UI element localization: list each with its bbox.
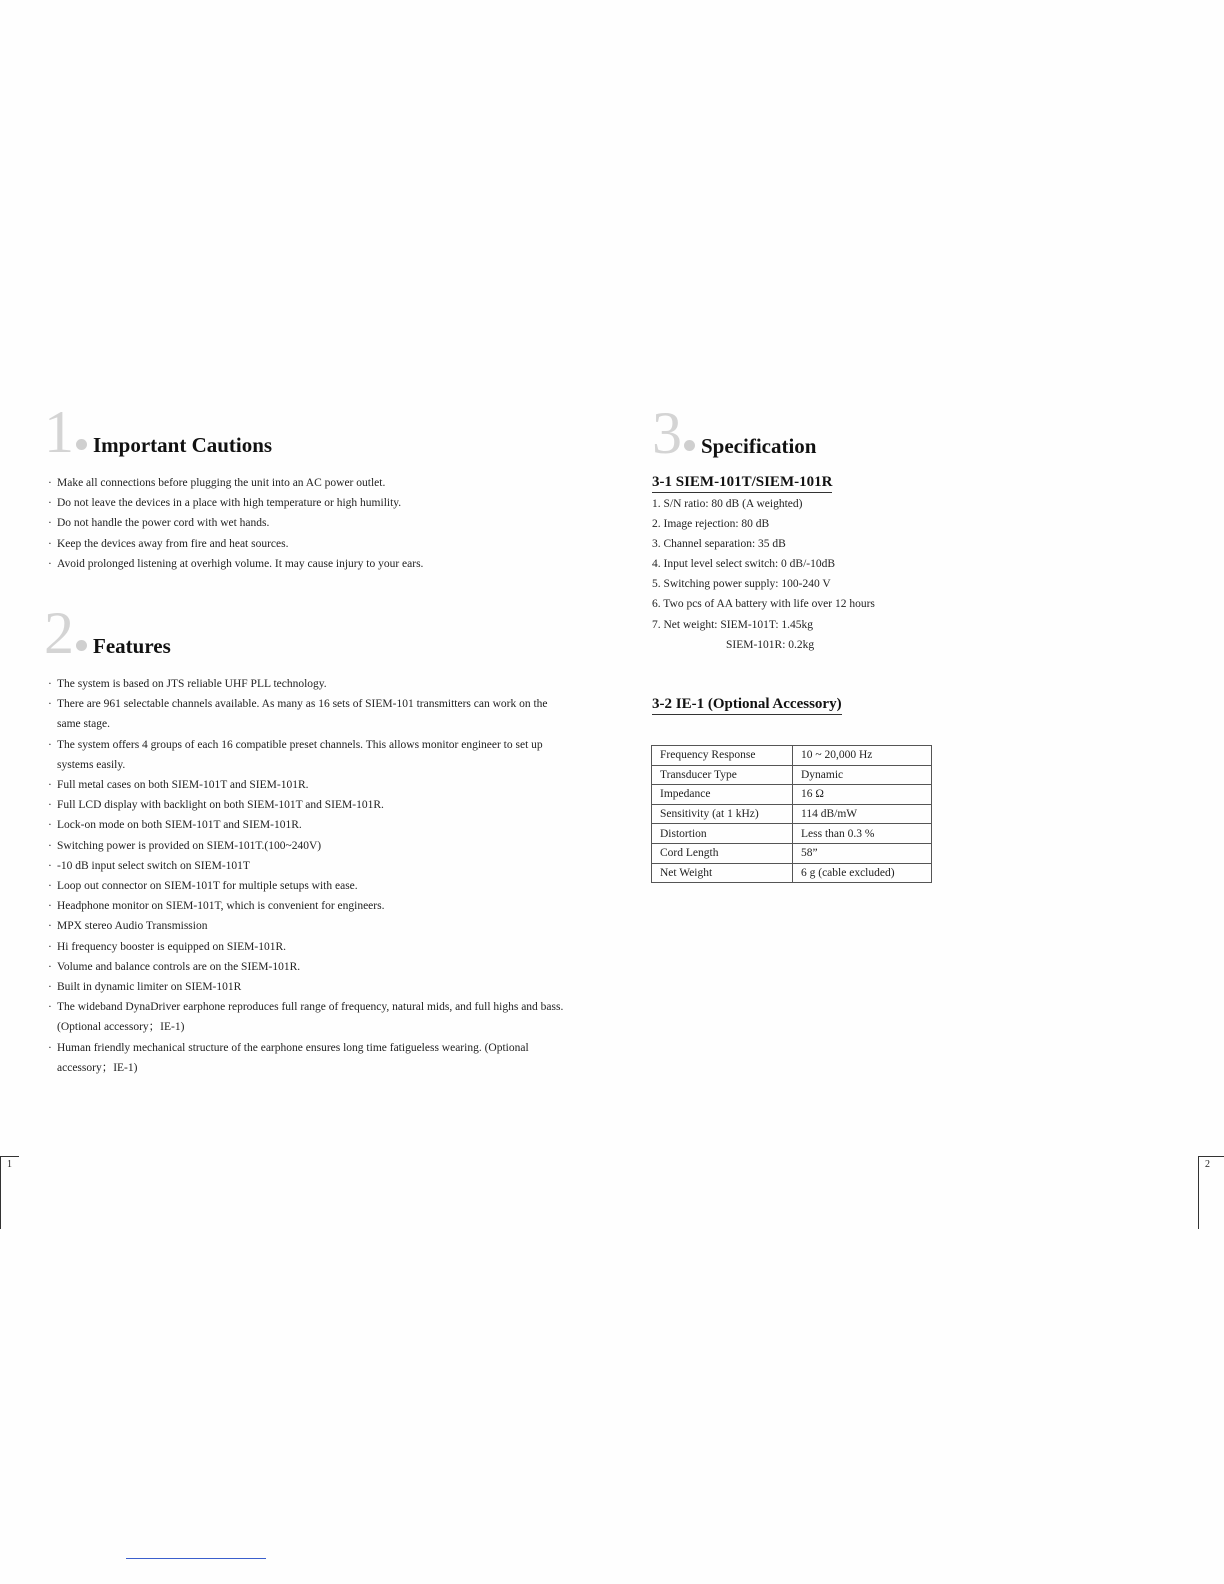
- list-item: · MPX stereo Audio Transmission: [48, 916, 568, 936]
- list-item-continuation: SIEM-101R: 0.2kg: [726, 638, 815, 651]
- list-item: · Headphone monitor on SIEM-101T, which is convenient for engineers.: [48, 896, 568, 916]
- table-cell-key: Sensitivity (at 1 kHz): [652, 804, 793, 824]
- page-number-right: 2: [1198, 1156, 1224, 1229]
- table-row: [652, 765, 932, 785]
- list-item: · Loop out connector on SIEM-101T for multiple setups with ease.: [48, 876, 568, 896]
- list-item: · Full LCD display with backlight on both SIEM-101T and SIEM-101R.: [48, 795, 568, 815]
- list-item: 4. Input level select switch: 0 dB/-10dB: [652, 558, 836, 571]
- list-item: 7. Net weight: SIEM-101T: 1.45kg: [652, 618, 814, 631]
- list-item: · The system is based on JTS reliable UHF PLL technology.: [48, 674, 568, 694]
- section2-number: 2: [44, 600, 74, 666]
- list-item: 3. Channel separation: 35 dB: [652, 538, 786, 551]
- list-item: · Keep the devices away from fire and heat sources.: [48, 534, 588, 554]
- list-item: · Do not leave the devices in a place with high temperature or high humility.: [48, 493, 588, 513]
- list-item: · Lock-on mode on both SIEM-101T and SIEM-101R.: [48, 815, 568, 835]
- table-cell-key: Cord Length: [652, 843, 793, 863]
- list-item: 2. Image rejection: 80 dB: [652, 518, 770, 531]
- table-cell-value: 16 Ω: [793, 785, 932, 805]
- spec-list: [652, 494, 952, 655]
- table-row: [652, 863, 932, 883]
- list-item: · Volume and balance controls are on the SIEM-101R.: [48, 957, 568, 977]
- list-item: · Switching power is provided on SIEM-101T.(100~240V): [48, 836, 568, 856]
- section2-title: Features: [93, 634, 171, 658]
- section2-heading: [44, 600, 171, 666]
- list-item: · Human friendly mechanical structure of the earphone ensures long time fatigueless wearing. (Optional accessory；IE-1): [48, 1038, 568, 1078]
- table-row: [652, 785, 932, 805]
- list-item: · Full metal cases on both SIEM-101T and SIEM-101R.: [48, 775, 568, 795]
- section1-number: 1: [44, 399, 74, 465]
- page-number-left: 1: [0, 1156, 19, 1229]
- list-item: · There are 961 selectable channels available. As many as 16 sets of SIEM-101 transmitters can work on the same stage.: [48, 694, 568, 734]
- spec-subheading-3-1: 3-1 SIEM-101T/SIEM-101R: [652, 474, 832, 493]
- section3-title: Specification: [701, 434, 817, 458]
- table-cell-key: Frequency Response: [652, 746, 793, 766]
- section3-number: 3: [652, 400, 682, 466]
- list-item: 1. S/N ratio: 80 dB (A weighted): [652, 498, 803, 510]
- list-item: 6. Two pcs of AA battery with life over 12 hours: [652, 598, 875, 611]
- list-item: · Avoid prolonged listening at overhigh volume. It may cause injury to your ears.: [48, 554, 588, 574]
- list-item: · Built in dynamic limiter on SIEM-101R: [48, 977, 568, 997]
- cautions-list: [48, 473, 588, 574]
- list-item: · Make all connections before plugging the unit into an AC power outlet.: [48, 473, 588, 493]
- table-cell-value: 114 dB/mW: [793, 804, 932, 824]
- table-cell-value: 10 ~ 20,000 Hz: [793, 746, 932, 766]
- table-cell-value: 6 g (cable excluded): [793, 863, 932, 883]
- list-item: · Hi frequency booster is equipped on SIEM-101R.: [48, 937, 568, 957]
- section1-title: Important Cautions: [93, 433, 273, 457]
- table-cell-value: Dynamic: [793, 765, 932, 785]
- table-cell-key: Distortion: [652, 824, 793, 844]
- bullet-dot-icon: [76, 640, 87, 651]
- list-item: · -10 dB input select switch on SIEM-101T: [48, 856, 568, 876]
- list-item: · Do not handle the power cord with wet hands.: [48, 513, 588, 533]
- accessory-spec-table: [651, 745, 932, 883]
- table-cell-key: Net Weight: [652, 863, 793, 883]
- spec-subheading-3-2: 3-2 IE-1 (Optional Accessory): [652, 696, 842, 715]
- bullet-dot-icon: [684, 440, 695, 451]
- table-row: [652, 804, 932, 824]
- section3-heading: [652, 400, 817, 466]
- divider-line: [126, 1558, 266, 1559]
- table-row: [652, 746, 932, 766]
- table-cell-value: 58”: [793, 843, 932, 863]
- list-item: · The system offers 4 groups of each 16 compatible preset channels. This allows monitor engineer to set up systems easily.: [48, 735, 568, 775]
- table-cell-key: Impedance: [652, 785, 793, 805]
- table-cell-value: Less than 0.3 %: [793, 824, 932, 844]
- table-row: [652, 843, 932, 863]
- list-item: · The wideband DynaDriver earphone reproduces full range of frequency, natural mids, and full highs and bass. (Optional accessory；IE-1): [48, 997, 568, 1037]
- table-row: [652, 824, 932, 844]
- table-cell-key: Transducer Type: [652, 765, 793, 785]
- features-list: [48, 674, 568, 1078]
- section1-heading: [44, 399, 273, 465]
- list-item: 5. Switching power supply: 100-240 V: [652, 578, 831, 591]
- bullet-dot-icon: [76, 439, 87, 450]
